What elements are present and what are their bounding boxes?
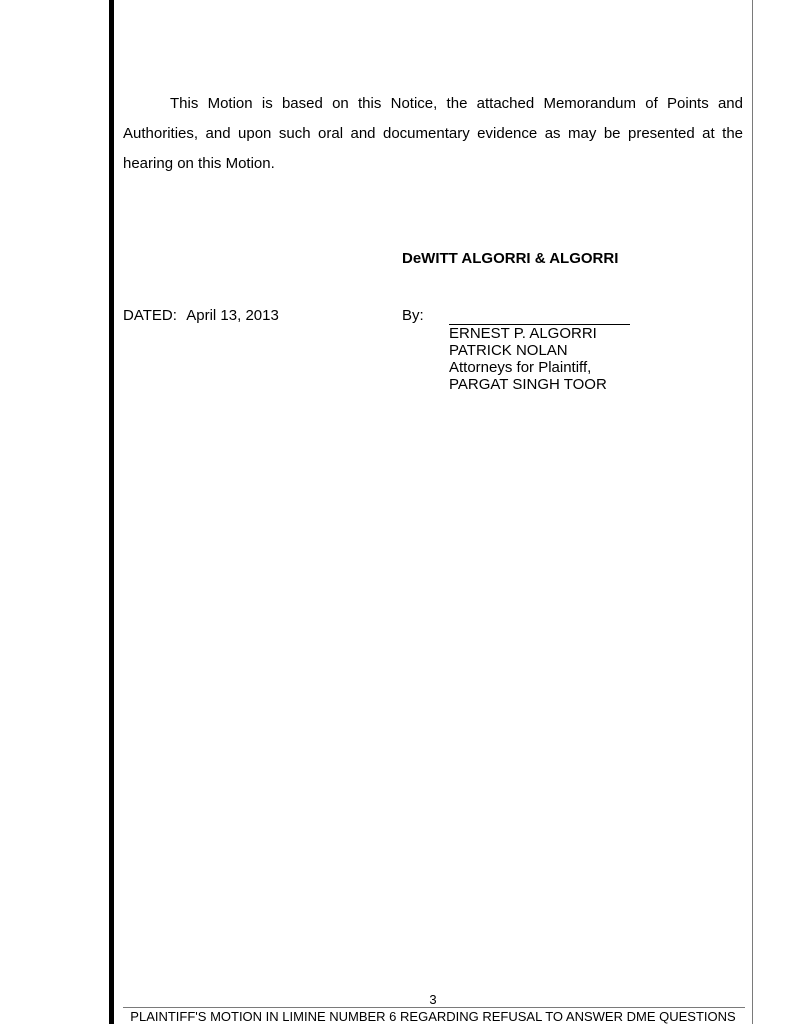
right-margin-rule — [752, 0, 753, 1024]
footer-title: PLAINTIFF'S MOTION IN LIMINE NUMBER 6 REGARDING REFUSAL TO ANSWER DME QUESTIONS — [130, 1009, 736, 1024]
signatory-name-1: ERNEST P. ALGORRI — [449, 325, 597, 342]
signatory-client: PARGAT SINGH TOOR — [449, 376, 607, 393]
dated-line — [123, 307, 279, 324]
footer-rule — [123, 1007, 745, 1008]
dated-label: DATED: — [123, 307, 177, 324]
page-number: 3 — [429, 992, 437, 1007]
signature-block — [449, 325, 607, 393]
firm-name: DeWITT ALGORRI & ALGORRI — [402, 250, 619, 267]
signatory-name-2: PATRICK NOLAN — [449, 342, 568, 359]
by-label: By: — [402, 307, 424, 324]
dated-value: April 13, 2013 — [186, 307, 279, 324]
body-paragraph: This Motion is based on this Notice, the attached Memorandum of Points and Authorities, and upon such oral and documentary evidence as may be presented at the hearing on this Motion. — [123, 95, 743, 172]
signatory-role: Attorneys for Plaintiff, — [449, 359, 592, 376]
left-margin-rule — [109, 0, 114, 1024]
